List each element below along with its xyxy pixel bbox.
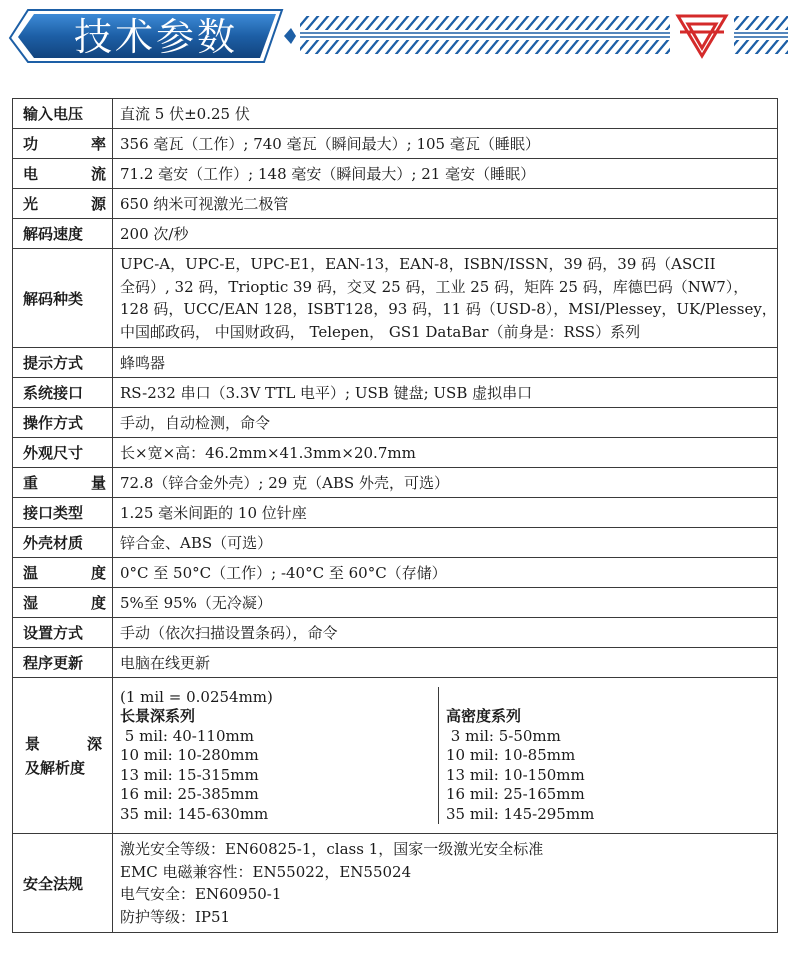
stripe-bar-bottom-right: [734, 40, 788, 54]
safety-line: 电气安全：EN60950-1: [120, 885, 282, 903]
spec-label: 设置方式: [13, 618, 113, 648]
spec-label: 光 源: [13, 189, 113, 219]
mil-conversion-note: (1 mil = 0.0254mm): [120, 688, 273, 706]
spec-value: 200 次/秒: [113, 219, 778, 249]
spec-row: [13, 528, 778, 558]
long-range-row: 10 mil: 10-280mm: [120, 746, 259, 764]
high-density-row: 35 mil: 145-295mm: [446, 804, 595, 823]
safety-row: [13, 834, 778, 933]
spec-value: RS-232 串口（3.3V TTL 电平）; USB 键盘; USB 虚拟串口: [113, 378, 778, 408]
safety-label: 安全法规: [13, 834, 113, 933]
resolution-row: [13, 678, 778, 834]
spec-row: [13, 159, 778, 189]
spec-value: [113, 249, 778, 348]
long-range-row: 5 mil: 40-110mm: [120, 726, 254, 745]
spec-value: 0°C 至 50°C（工作）; -40°C 至 60°C（存储）: [113, 558, 778, 588]
section-banner: [0, 0, 800, 80]
spec-row: [13, 408, 778, 438]
spec-label: 解码种类: [13, 249, 113, 348]
resolution-label-line1: 景 深: [25, 734, 102, 753]
symbology-line: 中国邮政码， 中国财政码， Telepen， GS1 DataBar（前身是：RSS）系列: [120, 322, 641, 341]
spec-label: 解码速度: [13, 219, 113, 249]
resolution-label: [13, 678, 113, 834]
spec-value: 72.8（锌合金外壳）; 29 克（ABS 外壳，可选）: [113, 468, 778, 498]
spec-value: 手动，自动检测，命令: [113, 408, 778, 438]
spec-row: [13, 588, 778, 618]
spec-label: 操作方式: [13, 408, 113, 438]
spec-value: 356 毫瓦（工作）; 740 毫瓦（瞬间最大）; 105 毫瓦（睡眠）: [113, 129, 778, 159]
stripe-bar-top-left: [300, 16, 670, 30]
spec-row: [13, 348, 778, 378]
long-range-title: 长景深系列: [120, 707, 196, 725]
spec-label: 功 率: [13, 129, 113, 159]
safety-line: 激光安全等级：EN60825-1，class 1，国家一级激光安全标准: [120, 840, 544, 858]
spec-value: 直流 5 伏±0.25 伏: [113, 99, 778, 129]
spec-row: [13, 378, 778, 408]
spec-value: 71.2 毫安（工作）; 148 毫安（瞬间最大）; 21 毫安（睡眠）: [113, 159, 778, 189]
high-density-title: 高密度系列: [446, 707, 522, 725]
spec-row: [13, 99, 778, 129]
resolution-label-line2: 及解析度: [25, 758, 86, 777]
spec-label: 外壳材质: [13, 528, 113, 558]
banner-chevron: [284, 28, 296, 44]
spec-row: [13, 558, 778, 588]
safety-value: [113, 834, 778, 933]
spec-row: [13, 618, 778, 648]
spec-row: [13, 129, 778, 159]
spec-label: 电 流: [13, 159, 113, 189]
spec-label: 输入电压: [13, 99, 113, 129]
resolution-value: [113, 678, 778, 834]
section-title: 技术参数: [73, 15, 238, 59]
long-range-row: 16 mil: 25-385mm: [120, 785, 259, 803]
triangle-emblem-icon: [678, 16, 726, 56]
spec-value: 650 纳米可视激光二极管: [113, 189, 778, 219]
symbology-line: 全码）, 32 码，Trioptic 39 码，交叉 25 码，工业 25 码，矩阵 25 码，库德巴码（NW7），: [120, 277, 749, 296]
spec-table: [12, 98, 778, 933]
spec-label: 湿 度: [13, 588, 113, 618]
long-range-series: [113, 707, 438, 824]
long-range-row: 35 mil: 145-630mm: [120, 804, 269, 823]
spec-label: 重 量: [13, 468, 113, 498]
high-density-row: 3 mil: 5-50mm: [446, 726, 561, 745]
spec-label: 系统接口: [13, 378, 113, 408]
spec-row: [13, 249, 778, 348]
spec-label: 温 度: [13, 558, 113, 588]
high-density-row: 10 mil: 10-85mm: [446, 746, 576, 764]
spec-row: [13, 648, 778, 678]
spec-value: 长×宽×高：46.2mm×41.3mm×20.7mm: [113, 438, 778, 468]
spec-row: [13, 438, 778, 468]
spec-value: 手动（依次扫描设置条码），命令: [113, 618, 778, 648]
spec-label: 提示方式: [13, 348, 113, 378]
stripe-bar-bottom-left: [300, 40, 670, 54]
safety-line: 防护等级：IP51: [120, 907, 231, 926]
spec-row: [13, 468, 778, 498]
high-density-row: 13 mil: 10-150mm: [446, 765, 585, 784]
symbology-line: 128 码，UCC/EAN 128，ISBT128，93 码，11 码（USD-8），MSI/Plessey，UK/Plessey，: [120, 300, 777, 318]
stripe-bar-top-right: [734, 16, 788, 30]
high-density-row: 16 mil: 25-165mm: [446, 785, 585, 803]
spec-value: 5%至 95%（无冷凝）: [113, 588, 778, 618]
spec-label: 外观尺寸: [13, 438, 113, 468]
symbology-line: UPC-A，UPC-E，UPC-E1，EAN-13，EAN-8，ISBN/ISSN，39 码，39 码（ASCII: [120, 255, 716, 273]
long-range-row: 13 mil: 15-315mm: [120, 765, 259, 784]
spec-row: [13, 189, 778, 219]
spec-row: [13, 498, 778, 528]
spec-value: 锌合金、ABS（可选）: [113, 528, 778, 558]
spec-value: 电脑在线更新: [113, 648, 778, 678]
spec-row: [13, 219, 778, 249]
spec-label: 接口类型: [13, 498, 113, 528]
spec-label: 程序更新: [13, 648, 113, 678]
spec-value: 蜂鸣器: [113, 348, 778, 378]
high-density-series: [438, 687, 777, 824]
safety-line: EMC 电磁兼容性：EN55022，EN55024: [120, 862, 412, 881]
resolution-grid: [113, 707, 777, 824]
spec-value: 1.25 毫米间距的 10 位针座: [113, 498, 778, 528]
